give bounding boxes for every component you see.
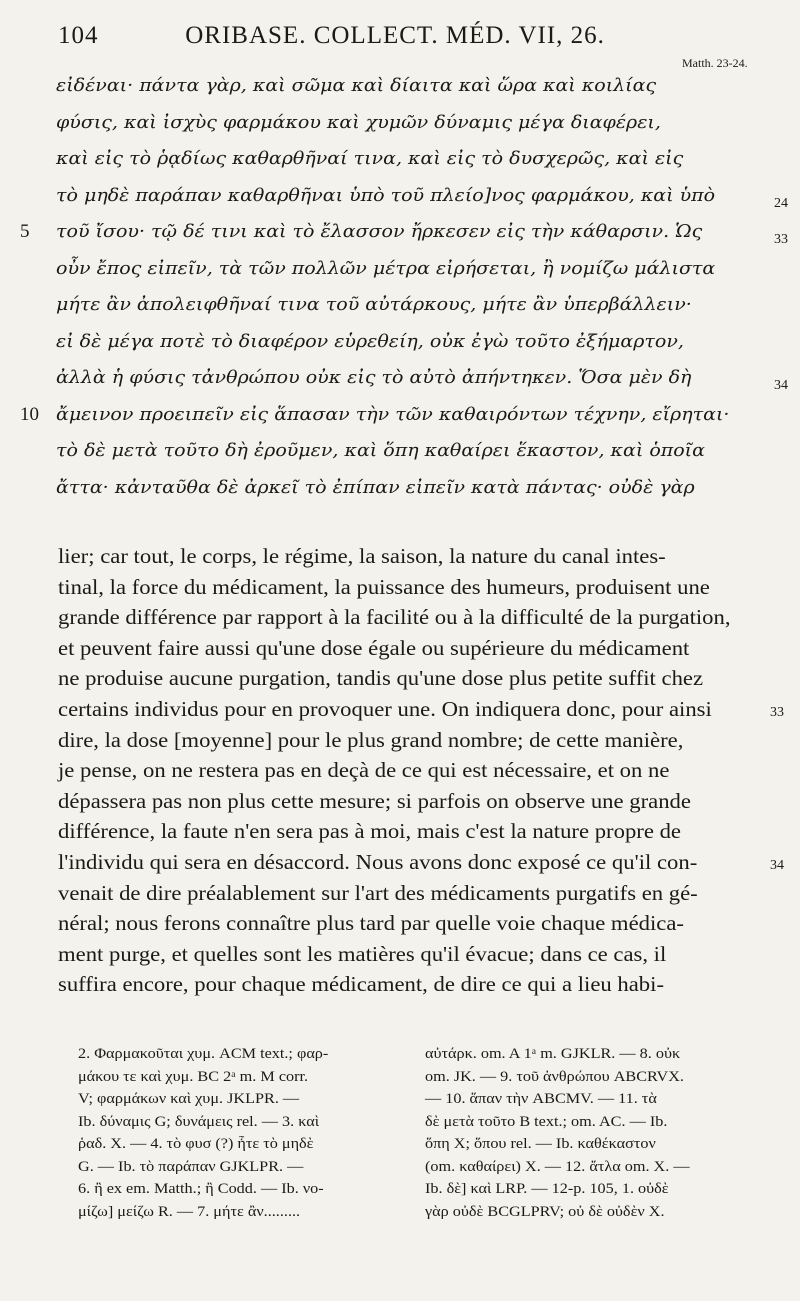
- apparatus-line: 6. ἢ ex em. Matth.; ἢ Codd. — Ib. νο-: [78, 1181, 324, 1197]
- apparatus-line: (om. καθαίρει) X. — 12. ἄτλα om. X. —: [425, 1158, 690, 1175]
- french-line: [58, 541, 762, 572]
- margin-reference: 33: [774, 232, 788, 247]
- french-line: [58, 572, 762, 603]
- greek-line-text: τὸ μηδὲ παράπαν καθαρθῆναι ὑπὸ τοῦ πλείο]νος φαρμάκου, καὶ ὑπὸ: [56, 185, 716, 206]
- greek-line-text: ἀλλὰ ἡ φύσις τἀνθρώπου οὐκ εἰς τὸ αὐτὸ ἀπήντηκεν. Ὅσα μὲν δὴ: [56, 368, 692, 388]
- margin-reference: 24: [774, 195, 788, 211]
- apparatus-line: G. — Ib. τὸ παράπαν GJKLPR. —: [78, 1158, 304, 1175]
- greek-line: [56, 470, 768, 507]
- greek-line: [20, 214, 788, 251]
- french-line: [58, 816, 762, 847]
- greek-line: [56, 141, 768, 178]
- french-line-text: venait de dire préalablement sur l'art des médicaments purgatifs en gé-: [58, 880, 698, 905]
- greek-line-text: καὶ εἰς τὸ ῥᾳδίως καθαρθῆναί τινα, καὶ εἰς τὸ δυσχερῶς, καὶ εἰς: [56, 149, 684, 169]
- french-line: [58, 602, 762, 633]
- running-header: [58, 22, 758, 50]
- french-line: [58, 633, 762, 664]
- apparatus-line: δὲ μετὰ τοῦτο B text.; om. AC. — Ib.: [425, 1113, 668, 1130]
- french-line: [58, 786, 762, 817]
- greek-line-text: ἄττα· κἀνταῦθα δὲ ἀρκεῖ τὸ ἐπίπαν εἰπεῖν κατὰ πάντας· οὐδὲ γὰρ: [56, 477, 695, 498]
- french-line: [58, 755, 762, 786]
- line-number: 10: [20, 403, 39, 425]
- french-line: [58, 847, 784, 878]
- french-line-text: grande différence par rapport à la facilité ou à la difficulté de la purgation,: [58, 605, 731, 630]
- french-line-text: et peuvent faire aussi qu'une dose égale ou supérieure du médicament: [58, 635, 690, 660]
- greek-line-text: ἄμεινον προειπεῖν εἰς ἅπασαν τὴν τῶν καθαιρόντων τέχνην, εἴρηται·: [56, 404, 730, 425]
- greek-line: [56, 105, 768, 142]
- french-line-text: ne produise aucune purgation, tandis qu'une dose plus petite suffit chez: [58, 666, 704, 691]
- margin-reference: 34: [770, 857, 784, 873]
- french-line-text: néral; nous ferons connaître plus tard par quelle voie chaque médica-: [58, 911, 684, 936]
- french-translation-block: [58, 541, 784, 1000]
- greek-line: [56, 433, 768, 470]
- french-line-text: ment purge, et quelles sont les matières qu'il évacue; dans ce cas, il: [58, 941, 667, 966]
- apparatus-line: ὅπη X; ὅπου rel. — Ib. καθέκαστον: [425, 1136, 656, 1152]
- apparatus-line: ῥαδ. X. — 4. τὸ φυσ (?) ἧτε τὸ μηδὲ: [78, 1136, 314, 1152]
- french-line-text: dire, la dose [moyenne] pour le plus grand nombre; de cette manière,: [58, 727, 684, 752]
- greek-line: [20, 397, 768, 434]
- french-line: [58, 908, 762, 939]
- french-line-text: l'individu qui sera en désaccord. Nous avons donc exposé ce qu'il con-: [58, 849, 698, 874]
- apparatus-line: μίζω] μείζω R. — 7. μήτε ἂν.........: [78, 1203, 301, 1220]
- greek-line-text: φύσις, καὶ ἰσχὺς φαρμάκου καὶ χυμῶν δύναμις μέγα διαφέρει,: [56, 112, 661, 133]
- apparatus-line: om. JK. — 9. τοῦ ἀνθρώπου ABCRVX.: [425, 1068, 684, 1085]
- french-line: [58, 725, 762, 756]
- line-number: 5: [20, 221, 30, 242]
- apparatus-line: Ib. δὲ] καὶ LRP. — 12-p. 105, 1. οὐδὲ: [425, 1181, 669, 1197]
- french-line: [58, 663, 762, 694]
- apparatus-line: 2. Φαρμακοῦται χυμ. ACM text.; φαρ-: [78, 1046, 329, 1062]
- greek-line: [56, 287, 768, 324]
- french-line-text: différence, la faute n'en sera pas à moi, mais c'est la nature propre de: [58, 819, 681, 844]
- french-line-text: je pense, on ne restera pas en deçà de ce qui est nécessaire, et on ne: [58, 758, 670, 783]
- page-number: 104: [58, 22, 99, 49]
- french-line-text: dépassera pas non plus cette mesure; si parfois on observe une grande: [58, 788, 691, 813]
- greek-line-text: τὸ δὲ μετὰ τοῦτο δὴ ἐροῦμεν, καὶ ὅπη καθαίρει ἕκαστον, καὶ ὁποῖα: [56, 441, 705, 461]
- greek-line-text: εἰδέναι· πάντα γὰρ, καὶ σῶμα καὶ δίαιτα καὶ ὥρα καὶ κοιλίας: [56, 76, 657, 96]
- greek-line: [56, 324, 768, 361]
- french-line: [58, 939, 762, 970]
- apparatus-column-right: [425, 1043, 755, 1223]
- greek-line-text: τοῦ ἴσου· τῷ δέ τινι καὶ τὸ ἔλασσον ἤρκεσεν εἰς τὴν κάθαρσιν. Ὡς: [56, 222, 703, 242]
- apparatus-line: — 10. ἅπαν τὴν ABCMV. — 11. τὰ: [425, 1091, 657, 1107]
- greek-line-text: οὖν ἔπος εἰπεῖν, τὰ τῶν πολλῶν μέτρα εἰρήσεται, ἢ νομίζω μάλιστα: [56, 258, 716, 279]
- greek-line: [56, 251, 768, 288]
- apparatus-line: V; φαρμάκων καὶ χυμ. JKLPR. —: [78, 1091, 300, 1107]
- edition-reference: Matth. 23-24.: [682, 56, 748, 70]
- french-line-text: lier; car tout, le corps, le régime, la saison, la nature du canal intes-: [58, 544, 666, 568]
- greek-text-block: [20, 68, 788, 506]
- margin-reference: 34: [774, 378, 788, 393]
- greek-line: [56, 68, 768, 105]
- running-title: ORIBASE. COLLECT. MÉD. VII, 26.: [185, 22, 605, 49]
- margin-reference: 33: [770, 704, 784, 720]
- apparatus-column-left: [78, 1043, 408, 1223]
- french-line-text: tinal, la force du médicament, la puissance des humeurs, produisent une: [58, 574, 710, 599]
- french-line-text: suffira encore, pour chaque médicament, de dire ce qui a lieu habi-: [58, 972, 665, 997]
- french-line: [58, 694, 784, 725]
- greek-line-text: εἰ δὲ μέγα ποτὲ τὸ διαφέρον εὑρεθείη, οὐκ ἐγὼ τοῦτο ἐξήμαρτον,: [56, 331, 684, 352]
- french-line: [58, 878, 762, 909]
- greek-line-text: μήτε ἂν ἀπολειφθῆναί τινα τοῦ αὐτάρκους, μήτε ἂν ὑπερβάλλειν·: [56, 295, 692, 315]
- apparatus-line: αὐτάρκ. om. A 1ᵃ m. GJKLR. — 8. οὐκ: [425, 1046, 681, 1062]
- apparatus-line: μάκου τε καὶ χυμ. BC 2ᵃ m. M corr.: [78, 1068, 309, 1085]
- french-line-text: certains individus pour en provoquer une. On indiquera donc, pour ainsi: [58, 696, 712, 721]
- apparatus-line: Ib. δύναμις G; δυνάμεις rel. — 3. καὶ: [78, 1113, 320, 1130]
- apparatus-line: γὰρ οὐδὲ BCGLPRV; οὐ δὲ οὐδὲν X.: [425, 1203, 665, 1220]
- greek-line: [56, 360, 788, 397]
- greek-line: [56, 178, 788, 215]
- french-line: [58, 969, 762, 1000]
